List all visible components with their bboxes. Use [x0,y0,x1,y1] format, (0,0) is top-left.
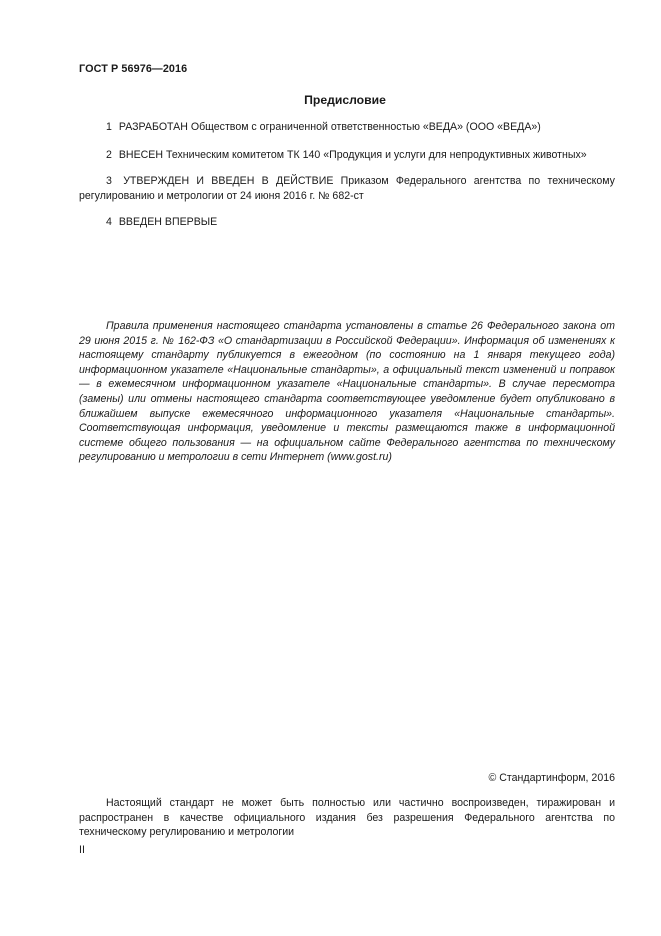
foreword-item-1 [79,120,615,135]
page-number: II [79,844,85,856]
foreword-item-4 [79,215,615,230]
page-title: Предисловие [304,93,386,107]
item-number: 2 [106,149,112,161]
item-lead: ВНЕСЕН [118,149,164,161]
item-text: Обществом с ограниченной ответственностью «ВЕДА» (ООО «ВЕДА») [190,121,541,133]
item-number: 4 [106,216,112,228]
item-text: Техническим комитетом ТК 140 «Продукция и услуги для непродуктивных животных» [165,149,587,161]
foreword-item-2 [79,148,615,163]
foreword-item-3 [79,174,615,203]
item-text: Приказом Федерального агентства по техническому регулированию и метрологии от 24 июня 2016 г. № 682-ст [79,175,615,202]
reproduction-notice: Настоящий стандарт не может быть полностью или частично воспроизведен, тиражирован и распространен в качестве официального издания без разрешения Федерального агентства по техническому регулированию и метрологии [79,797,615,838]
copyright-line: © Стандартинформ, 2016 [488,772,615,784]
item-lead: ВВЕДЕН ВПЕРВЫЕ [118,216,218,228]
item-number: 3 [106,175,112,187]
standard-code-header: ГОСТ Р 56976—2016 [79,63,188,75]
item-lead: УТВЕРЖДЕН И ВВЕДЕН В ДЕЙСТВИЕ [123,175,334,187]
item-number: 1 [106,121,112,133]
standard-application-notice: Правила применения настоящего стандарта установлены в статье 26 Федерального закона от 29 июня 2015 г. № 162-ФЗ «О стандартизации в Российской Федерации». Информация об изменениях к настоящему стандарту публикуется в ежегодном (по состоянию на 1 января текущего года) информационном указателе «Национальные стандарты», а официальный текст изменений и поправок — в ежемесячном информационном указателе «Национальные стандарты». В случае пересмотра (замены) или отмены настоящего стандарта соответствующее уведомление будет опубликовано в ближайшем выпуске ежемесячного информационного указателя «Национальные стандарты». Соответствующая информация, уведомление и тексты размещаются также в информационной системе общего пользования — на официальном сайте Федерального агентства по техническому регулированию и метрологии в сети Интернет (www.gost.ru) [79,320,615,464]
item-lead: РАЗРАБОТАН [118,121,188,133]
